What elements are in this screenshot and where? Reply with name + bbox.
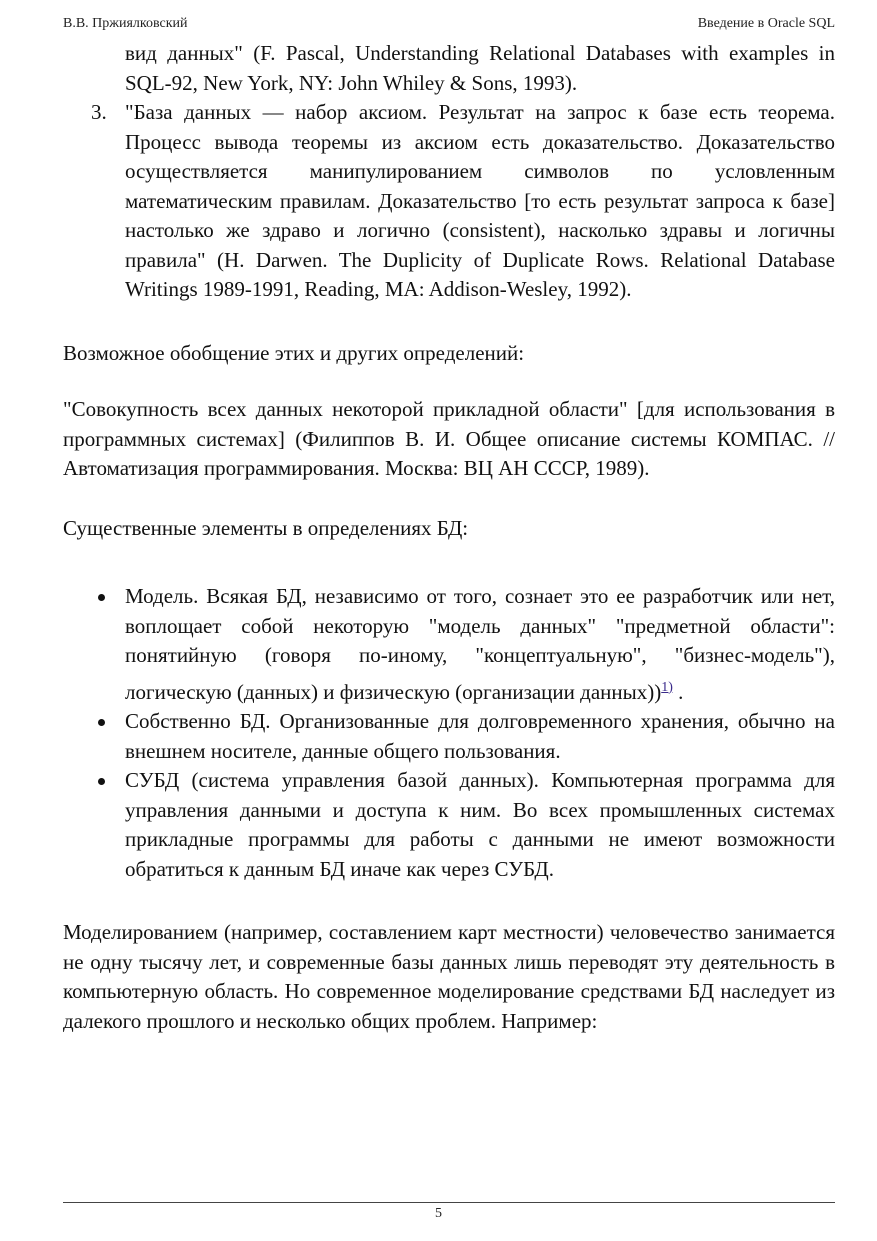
bullet-icon — [98, 778, 105, 785]
continued-list-item: вид данных" (F. Pascal, Understanding Relational Databases with examples in SQL-92, New York, NY: John Whiley & Sons, 1993). — [125, 41, 835, 95]
list-item-text: "База данных — набор аксиом. Результат на запрос к базе есть теорема. Процесс вывода теоремы из аксиом есть доказательство. Доказательство осуществляется манипулированием символов по условленным математическим правилам. Доказательство [то есть результат запроса к базе] настолько же здраво и логично (consistent), насколько здравы и логичны правила" (H. Darwen. The Duplicity of Duplicate Rows. Relational Database Writings 1989-1991, Reading, MA: Addison-Wesley, 1992). — [125, 100, 835, 301]
paragraph-modeling: Моделированием (например, составлением карт местности) человечество занимается не одну тысячу лет, и современные базы данных лишь переводят эту деятельность в компьютерную область. Но современное моделирование средствами БД наследует из далекого прошлого и несколько общих проблем. Например: — [63, 920, 835, 1033]
list-item — [63, 707, 835, 766]
running-header-author: В.В. Пржиялковский — [63, 16, 188, 31]
paragraph-definition: "Совокупность всех данных некоторой прикладной области" [для использования в программных системах] (Филиппов В. И. Общее описание системы КОМПАС. // Автоматизация программирования. Москва: ВЦ АН СССР, 1989). — [63, 397, 835, 480]
bullet-icon — [98, 594, 105, 601]
list-item — [63, 582, 835, 707]
paragraph-elements-heading: Существенные элементы в определениях БД: — [63, 515, 469, 540]
bullet-icon — [98, 719, 105, 726]
paragraph-generalization: Возможное обобщение этих и других определений: — [63, 340, 525, 365]
elements-list — [63, 582, 835, 884]
bullet-tail: . — [672, 679, 684, 704]
list-number: 3. — [91, 100, 107, 124]
list-item — [63, 766, 835, 884]
page-number: 5 — [435, 1206, 442, 1221]
running-header-title: Введение в Oracle SQL — [697, 16, 835, 31]
bullet-text: СУБД (система управления базой данных). Компьютерная программа для управления данными и доступа к ним. Во всех промышленных системах прикладные программы для работы с данными не имеют возможности обратиться к данным БД иначе как через СУБД. — [125, 768, 835, 881]
page-body — [63, 39, 835, 1036]
footnote-ref[interactable] — [661, 675, 673, 695]
bullet-text: Модель. Всякая БД, независимо от того, сознает это ее разработчик или нет, воплощает собой некоторую "модель данных" "предметной области": понятийную (говоря по-иному, "концептуальную", "бизнес-модель"), логическую (данных) и физическую (организации данных)) — [125, 584, 835, 704]
bullet-text: Собственно БД. Организованные для долговременного хранения, обычно на внешнем носителе, данные общего пользования. — [125, 709, 835, 763]
numbered-list-item — [63, 98, 835, 305]
footnote-link[interactable]: 1) — [661, 679, 673, 695]
footer-divider — [63, 1202, 835, 1203]
